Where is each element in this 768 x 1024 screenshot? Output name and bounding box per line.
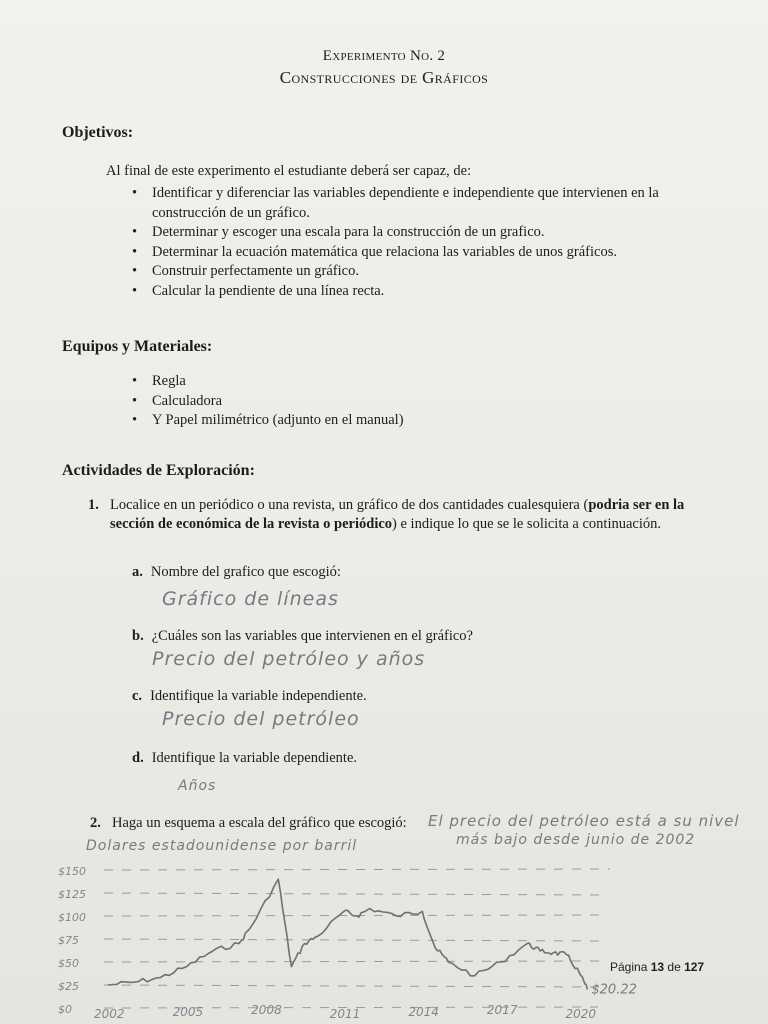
chart-y-tick-label: $150 (58, 865, 86, 878)
chart-gridline (104, 985, 600, 987)
chart-y-tick-label: $100 (58, 911, 86, 924)
experiment-title: Construcciones de Gráficos (279, 68, 489, 87)
objective-item: • Calcular la pendiente de una línea recta. (128, 282, 718, 302)
objectives-heading: Objetivos: (62, 124, 134, 141)
chart-y-tick-label: $50 (58, 957, 79, 970)
handwritten-chart-ylabel: Dolares estadounidense por barril (86, 838, 358, 854)
chart-x-tick-label: 2011 (329, 1007, 361, 1021)
chart-x-tick-label: 2014 (408, 1005, 439, 1019)
subquestion-letter: a. (132, 564, 143, 580)
material-item: • Y Papel milimétrico (adjunto en el manual) (128, 411, 628, 431)
chart-x-tick-label: 2017 (486, 1003, 518, 1017)
subquestion-letter: c. (132, 688, 143, 704)
subquestion-text: Identifique la variable dependiente. (151, 750, 358, 766)
chart-x-ticks (94, 1003, 596, 1021)
question-text-bold: podria ser en la sección de económica de la revista o periódico (110, 497, 685, 532)
handwritten-answer-b: Precio del petróleo y años (152, 648, 426, 670)
subquestion-letter: b. (132, 628, 144, 644)
handwritten-answer-d: Años (178, 778, 217, 794)
material-item: • Regla (128, 372, 628, 392)
material-item: • Calculadora (128, 392, 628, 412)
page-footer (610, 960, 704, 974)
subquestion-letter: d. (132, 750, 144, 766)
chart-gridline (104, 893, 608, 895)
objectives-intro: Al final de este experimento el estudiante deberá ser capaz, de: (106, 163, 472, 179)
footer-sep: de (664, 960, 685, 974)
question-number: 1. (88, 497, 99, 513)
objective-item: • Determinar y escoger una escala para la construcción de un grafico. (128, 223, 718, 243)
activities-heading: Actividades de Exploración: (62, 462, 255, 479)
chart-y-tick-label: $75 (58, 934, 79, 947)
chart-gridline (104, 939, 604, 941)
chart-x-tick-label: 2020 (565, 1007, 597, 1021)
chart-gridlines (104, 869, 610, 1008)
subquestion-text: ¿Cuáles son las variables que intervienen en el gráfico? (151, 628, 473, 644)
materials-heading: Equipos y Materiales: (62, 338, 213, 355)
page-number: 13 (650, 960, 665, 974)
page-total: 127 (684, 960, 705, 974)
handwritten-answer-2-line1: El precio del petróleo está a su nivel (428, 812, 740, 830)
question-text: Localice en un periódico o una revista, un gráfico de dos cantidades cualesquiera ( (110, 497, 589, 513)
chart-y-tick-label: $0 (58, 1003, 72, 1016)
subquestion-text: Nombre del grafico que escogió: (150, 564, 341, 580)
chart-y-ticks (58, 865, 86, 1016)
objective-item: • Determinar la ecuación matemática que relaciona las variables de unos gráficos. (128, 243, 718, 263)
objective-item: • Identificar y diferenciar las variables dependiente e independiente que intervienen en la construcción de un gráfico. (128, 184, 718, 223)
chart-x-tick-label: 2005 (172, 1005, 204, 1019)
chart-series-line (108, 879, 587, 989)
chart-x-tick-label: 2002 (94, 1007, 125, 1021)
chart-y-tick-label: $125 (58, 888, 86, 901)
handwritten-answer-c: Precio del petróleo (162, 708, 360, 730)
subquestion-text: Identifique la variable independiente. (150, 688, 367, 704)
handwritten-answer-a: Gráfico de líneas (162, 588, 339, 610)
question-text: Haga un esquema a escala del gráfico que escogió: (112, 815, 407, 831)
question-number: 2. (90, 815, 101, 831)
objective-item: • Construir perfectamente un gráfico. (128, 262, 718, 282)
chart-gridline (104, 869, 610, 870)
chart-gridline (104, 961, 602, 962)
chart-x-tick-label: 2008 (251, 1003, 282, 1017)
question-text: ) e indique lo que se le solicita a continuación. (392, 516, 662, 532)
footer-prefix: Página (610, 960, 651, 974)
chart-y-tick-label: $25 (58, 980, 79, 993)
chart-annotation: $20.22 (591, 982, 637, 998)
handwritten-answer-2-line2: más bajo desde junio de 2002 (456, 832, 696, 848)
experiment-number: Experimento No. 2 (322, 48, 446, 64)
